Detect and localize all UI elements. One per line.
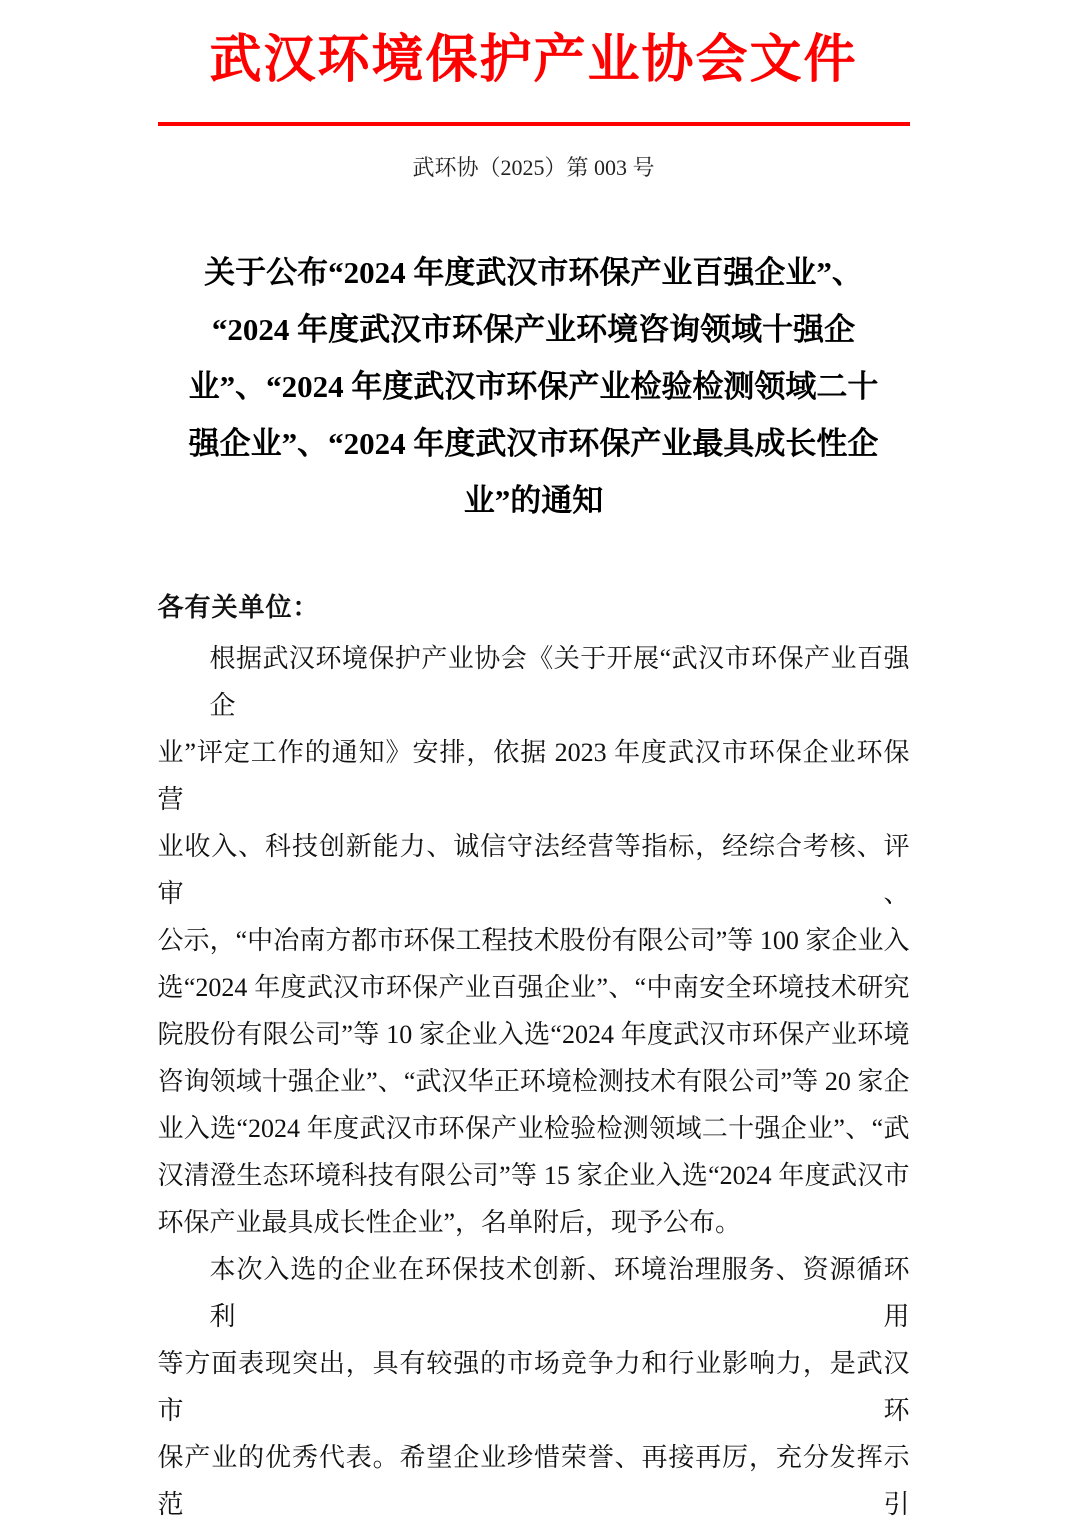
- body-line: 公示，“中冶南方都市环保工程技术股份有限公司”等 100 家企业入: [157, 926, 910, 955]
- title-line: “2024 年度武汉市环保产业环境咨询领域十强企: [211, 312, 856, 347]
- body-line: 院股份有限公司”等 10 家企业入选“2024 年度武汉市环保产业环境: [157, 1020, 910, 1049]
- body-line: 保产业的优秀代表。希望企业珍惜荣誉、再接再厉，充分发挥示范引: [157, 1443, 910, 1519]
- body-line: 业”评定工作的通知》安排，依据 2023 年度武汉市环保企业环保营: [157, 738, 910, 814]
- salutation-line: 各有关单位：: [157, 592, 320, 622]
- body-line: 业入选“2024 年度武汉市环保产业检验检测领域二十强企业”、“武: [157, 1114, 910, 1143]
- title-block: [0, 244, 1067, 529]
- body-line: 等方面表现突出，具有较强的市场竞争力和行业影响力，是武汉市环: [157, 1349, 910, 1425]
- body-line: 汉清澄生态环境科技有限公司”等 15 家企业入选“2024 年度武汉市: [157, 1161, 910, 1190]
- title-line: 业”、“2024 年度武汉市环保产业检验检测领域二十: [188, 369, 879, 404]
- title-line: 业”的通知: [463, 483, 604, 518]
- body-line: 选“2024 年度武汉市环保产业百强企业”、“中南安全环境技术研究: [157, 973, 910, 1002]
- title-line: 强企业”、“2024 年度武汉市环保产业最具成长性企: [188, 426, 879, 461]
- body-line: 环保产业最具成长性企业”，名单附后，现予公布。: [157, 1208, 742, 1237]
- doc-number: 武环协（2025）第 003 号: [412, 155, 655, 180]
- red-divider-line: [158, 122, 910, 126]
- title-line: 关于公布“2024 年度武汉市环保产业百强企业”、: [204, 255, 863, 290]
- body-block: [158, 584, 910, 1528]
- document-header-title: 武汉环境保护产业协会文件: [209, 31, 858, 89]
- body-line: 咨询领域十强企业”、“武汉华正环境检测技术有限公司”等 20 家企: [157, 1067, 910, 1096]
- body-line: 本次入选的企业在环保技术创新、环境治理服务、资源循环利用: [209, 1255, 910, 1331]
- body-line: 根据武汉环境保护产业协会《关于开展“武汉市环保产业百强企: [209, 644, 910, 720]
- body-line: 业收入、科技创新能力、诚信守法经营等指标，经综合考核、评审、: [157, 832, 910, 908]
